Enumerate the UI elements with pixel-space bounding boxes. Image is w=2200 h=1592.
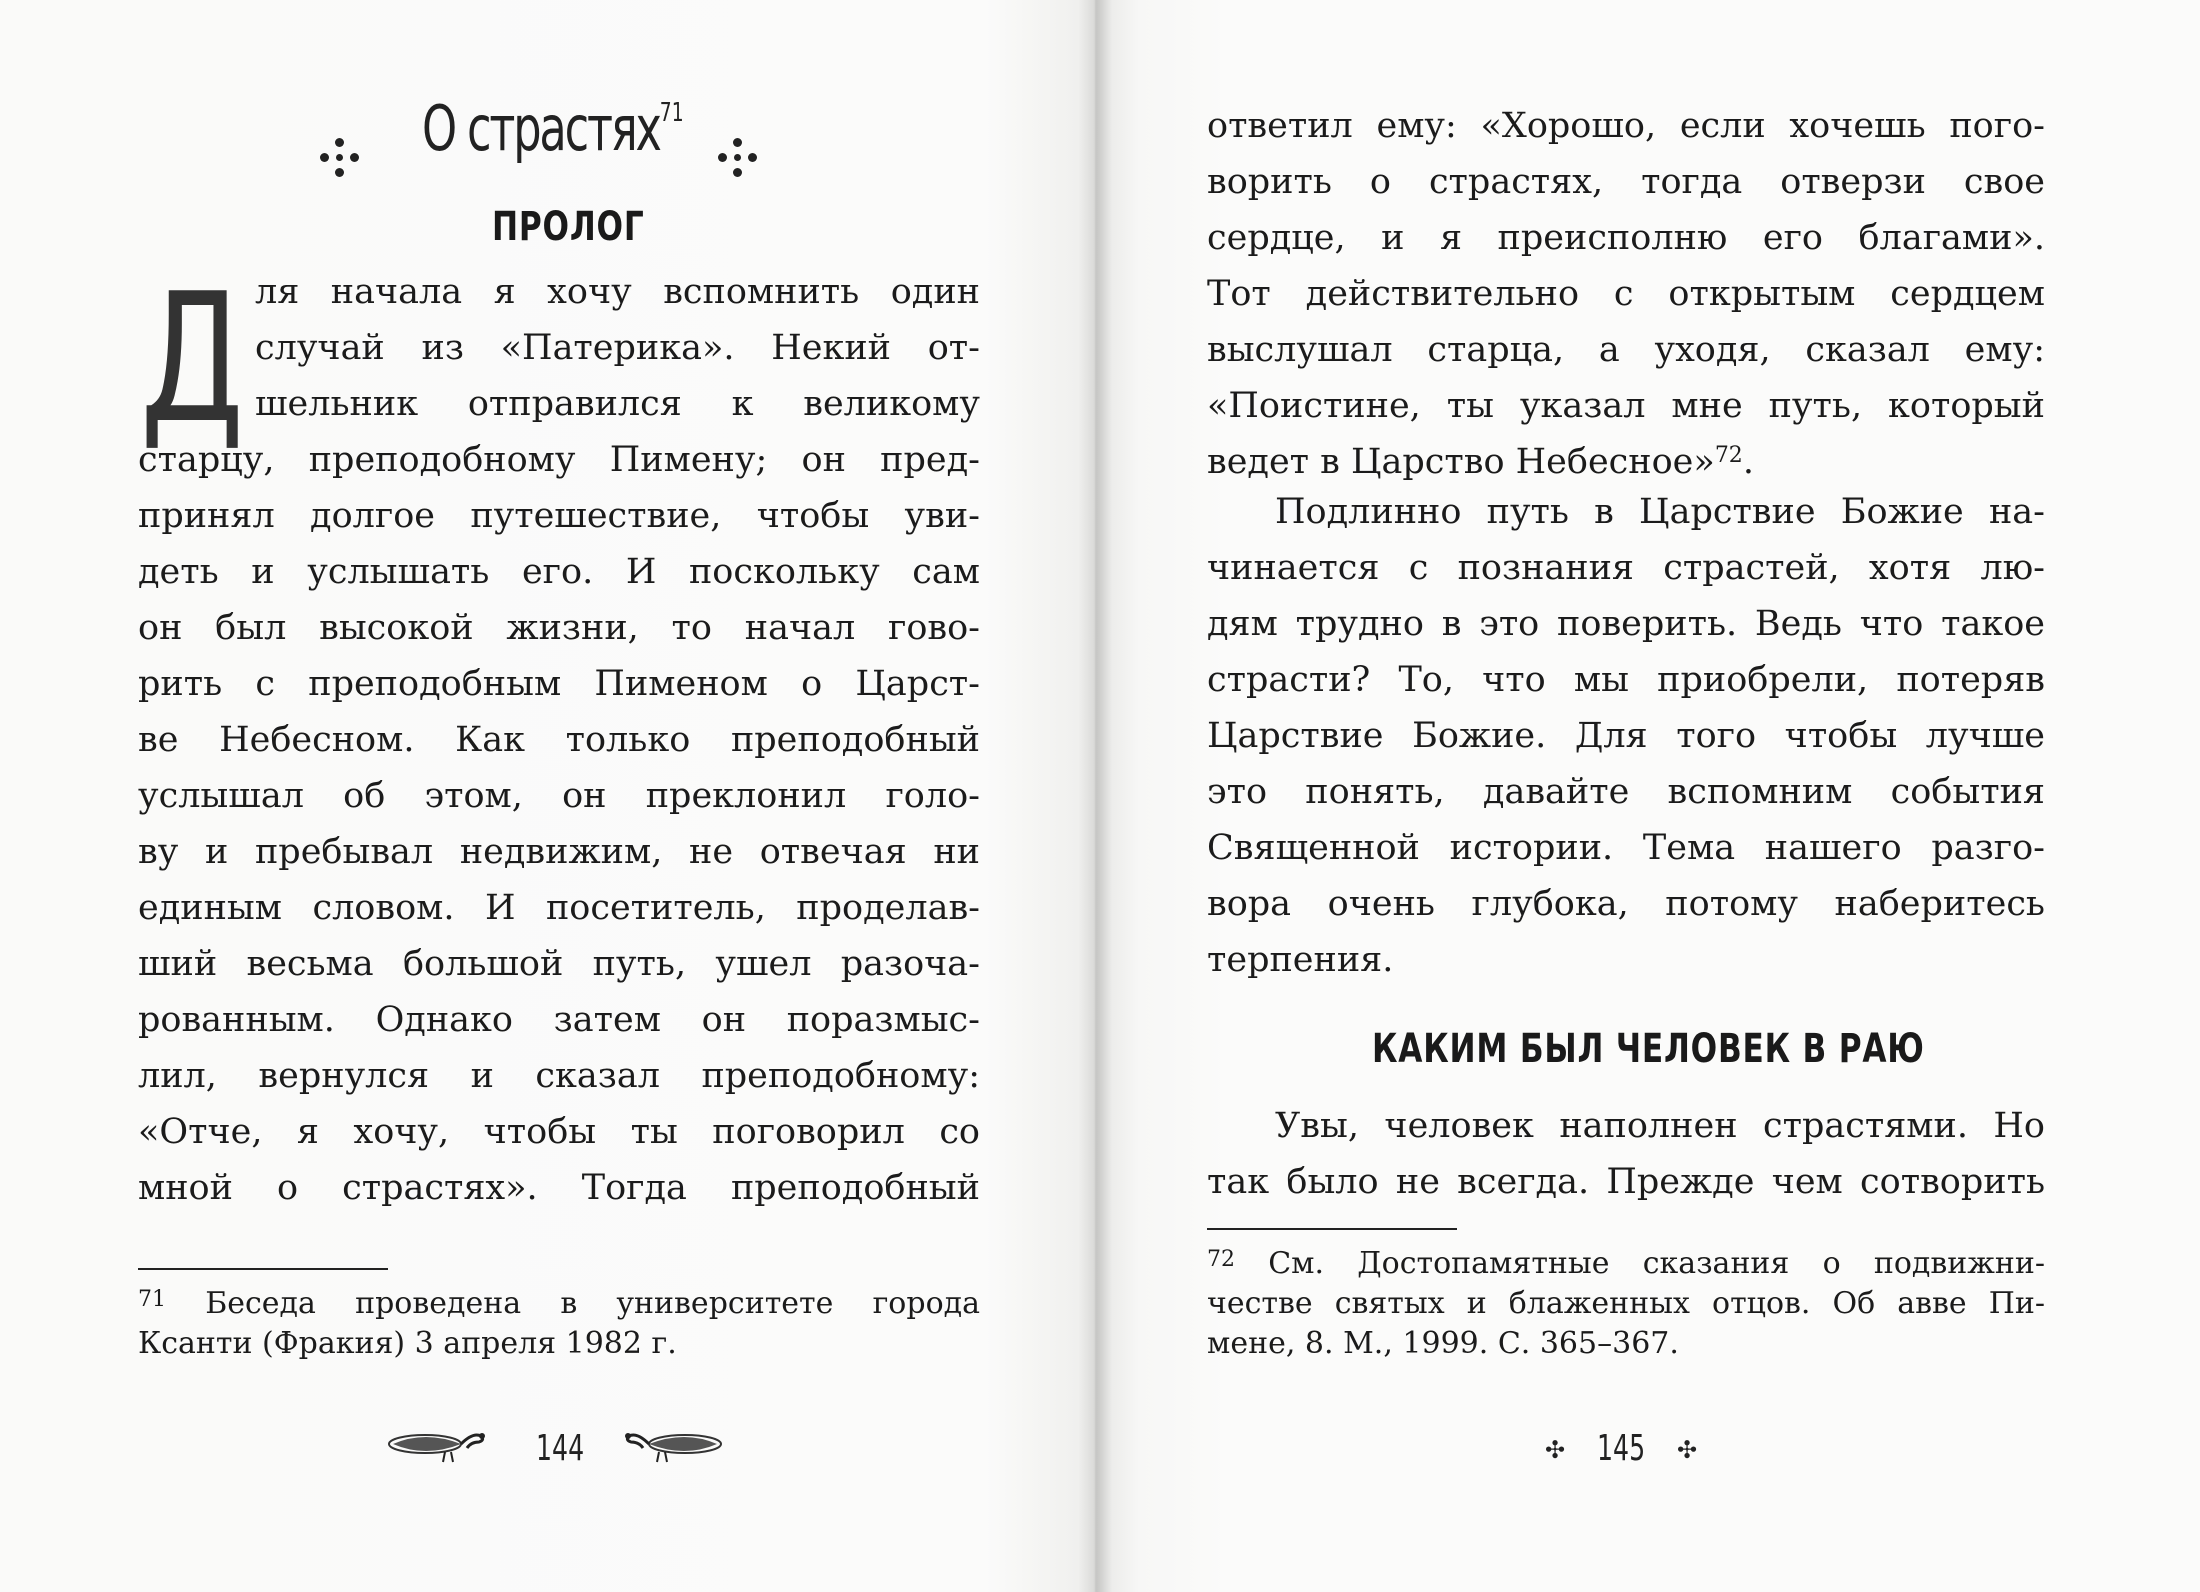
text-line: так было не всегда. Прежде чем сотворить [1207, 1162, 2045, 1202]
body-paragraph-2 [1207, 540, 2045, 988]
footnote-number: 72 [1207, 1247, 1235, 1272]
body-text-indented [255, 264, 980, 432]
text-line: «Поистине, ты указал мне путь, который [1207, 386, 2045, 426]
text-line: шельник отправился к великому [255, 384, 980, 424]
text-line: Подлинно путь в Царствие Божие на- [1275, 492, 2045, 532]
footnote-number: 71 [138, 1287, 166, 1312]
peacock-ornament-icon [385, 1426, 495, 1466]
section-heading-prologue: ПРОЛОГ [492, 204, 645, 250]
page-number: 145 [1597, 1428, 1646, 1469]
text-line: мной о страстях». Тогда преподобный [138, 1168, 980, 1208]
text-line: случай из «Патерика». Некий от- [255, 328, 980, 368]
section-heading-paradise: КАКИМ БЫЛ ЧЕЛОВЕК В РАЮ [1372, 1026, 1925, 1072]
text-line: деть и услышать его. И поскольку сам [138, 552, 980, 592]
chapter-title-text: О страстях$^{71}$ [422, 92, 684, 165]
peacock-ornament-icon [615, 1426, 725, 1466]
footnote-ref: 72 [1714, 443, 1743, 468]
body-paragraph-3-first-line [1275, 1098, 2045, 1154]
cross-ornament-icon: ✣ [1677, 1436, 1698, 1464]
text-line: вора очень глубока, потому наберитесь [1207, 884, 2045, 924]
body-text [138, 432, 980, 1216]
text-line: ву и пребывал недвижим, не отвечая ни [138, 832, 980, 872]
text-line: это понять, давайте вспомним события [1207, 772, 2045, 812]
body-paragraph-1 [1207, 98, 2045, 490]
footnote-line: мене, 8. М., 1999. С. 365–367. [1207, 1326, 1679, 1361]
quatrefoil-ornament-icon [718, 138, 758, 178]
text-line: Царствие Божие. Для того чтобы лучше [1207, 716, 2045, 756]
quatrefoil-ornament-icon [320, 138, 360, 178]
left-page [0, 0, 1095, 1592]
text-line: Священной истории. Тема нашего разго- [1207, 828, 2045, 868]
text-line: ведет в Царство Небесное»$^{72}$. [1207, 442, 1754, 482]
footnote-rule [1207, 1228, 1457, 1230]
text-line: Увы, человек наполнен страстями. Но [1275, 1106, 2045, 1146]
footnote-line: Ксанти (Фракия) 3 апреля 1982 г. [138, 1326, 677, 1361]
body-paragraph-3 [1207, 1154, 2045, 1210]
footnote-rule [138, 1268, 388, 1270]
text-line: сердце, и я преисполню его благами». [1207, 218, 2045, 258]
text-line: старцу, преподобному Пимену; он пред- [138, 440, 980, 480]
footnote-71 [138, 1284, 980, 1364]
text-line: ля начала я хочу вспомнить один [255, 272, 980, 312]
footnote-line: $^{71}$ Беседа проведена в университете города [138, 1286, 980, 1321]
text-line: «Отче, я хочу, чтобы ты поговорил со [138, 1112, 980, 1152]
chapter-footnote-ref: 71 [659, 98, 684, 128]
text-line: Тот действительно с открытым сердцем [1207, 274, 2045, 314]
text-line: принял долгое путешествие, чтобы уви- [138, 496, 980, 536]
page-number: 144 [536, 1428, 585, 1469]
text-line: рить с преподобным Пименом о Царст- [138, 664, 980, 704]
book-gutter-shadow [1078, 0, 1112, 1592]
text-line: ответил ему: «Хорошо, если хочешь пого- [1207, 106, 2045, 146]
text-line: ве Небесном. Как только преподобный [138, 720, 980, 760]
text-line: услышал об этом, он преклонил голо- [138, 776, 980, 816]
footnote-72 [1207, 1244, 2045, 1364]
text-line: лил, вернулся и сказал преподобному: [138, 1056, 980, 1096]
text-line: он был высокой жизни, то начал гово- [138, 608, 980, 648]
text-line: чинается с познания страстей, хотя лю- [1207, 548, 2045, 588]
chapter-title [320, 92, 820, 188]
cross-ornament-icon: ✣ [1545, 1436, 1566, 1464]
text-line: единым словом. И посетитель, проделав- [138, 888, 980, 928]
footnote-line: $^{72}$ См. Достопамятные сказания о подвижни- [1207, 1246, 2045, 1281]
text-line: рованным. Однако затем он поразмыс- [138, 1000, 980, 1040]
right-page [1095, 0, 2200, 1592]
text-line: терпения. [1207, 940, 1394, 980]
text-line: страсти? То, что мы приобрели, потеряв [1207, 660, 2045, 700]
text-line: выслушал старца, а уходя, сказал ему: [1207, 330, 2045, 370]
drop-cap: Д [140, 255, 245, 462]
text-line: ворить о страстях, тогда отверзи свое [1207, 162, 2045, 202]
footnote-line: честве святых и блаженных отцов. Об авве Пи- [1207, 1286, 2045, 1321]
text-line: ший весьма большой путь, ушел разоча- [138, 944, 980, 984]
body-paragraph-2-first-line [1275, 484, 2045, 540]
text-line: дям трудно в это поверить. Ведь что такое [1207, 604, 2045, 644]
